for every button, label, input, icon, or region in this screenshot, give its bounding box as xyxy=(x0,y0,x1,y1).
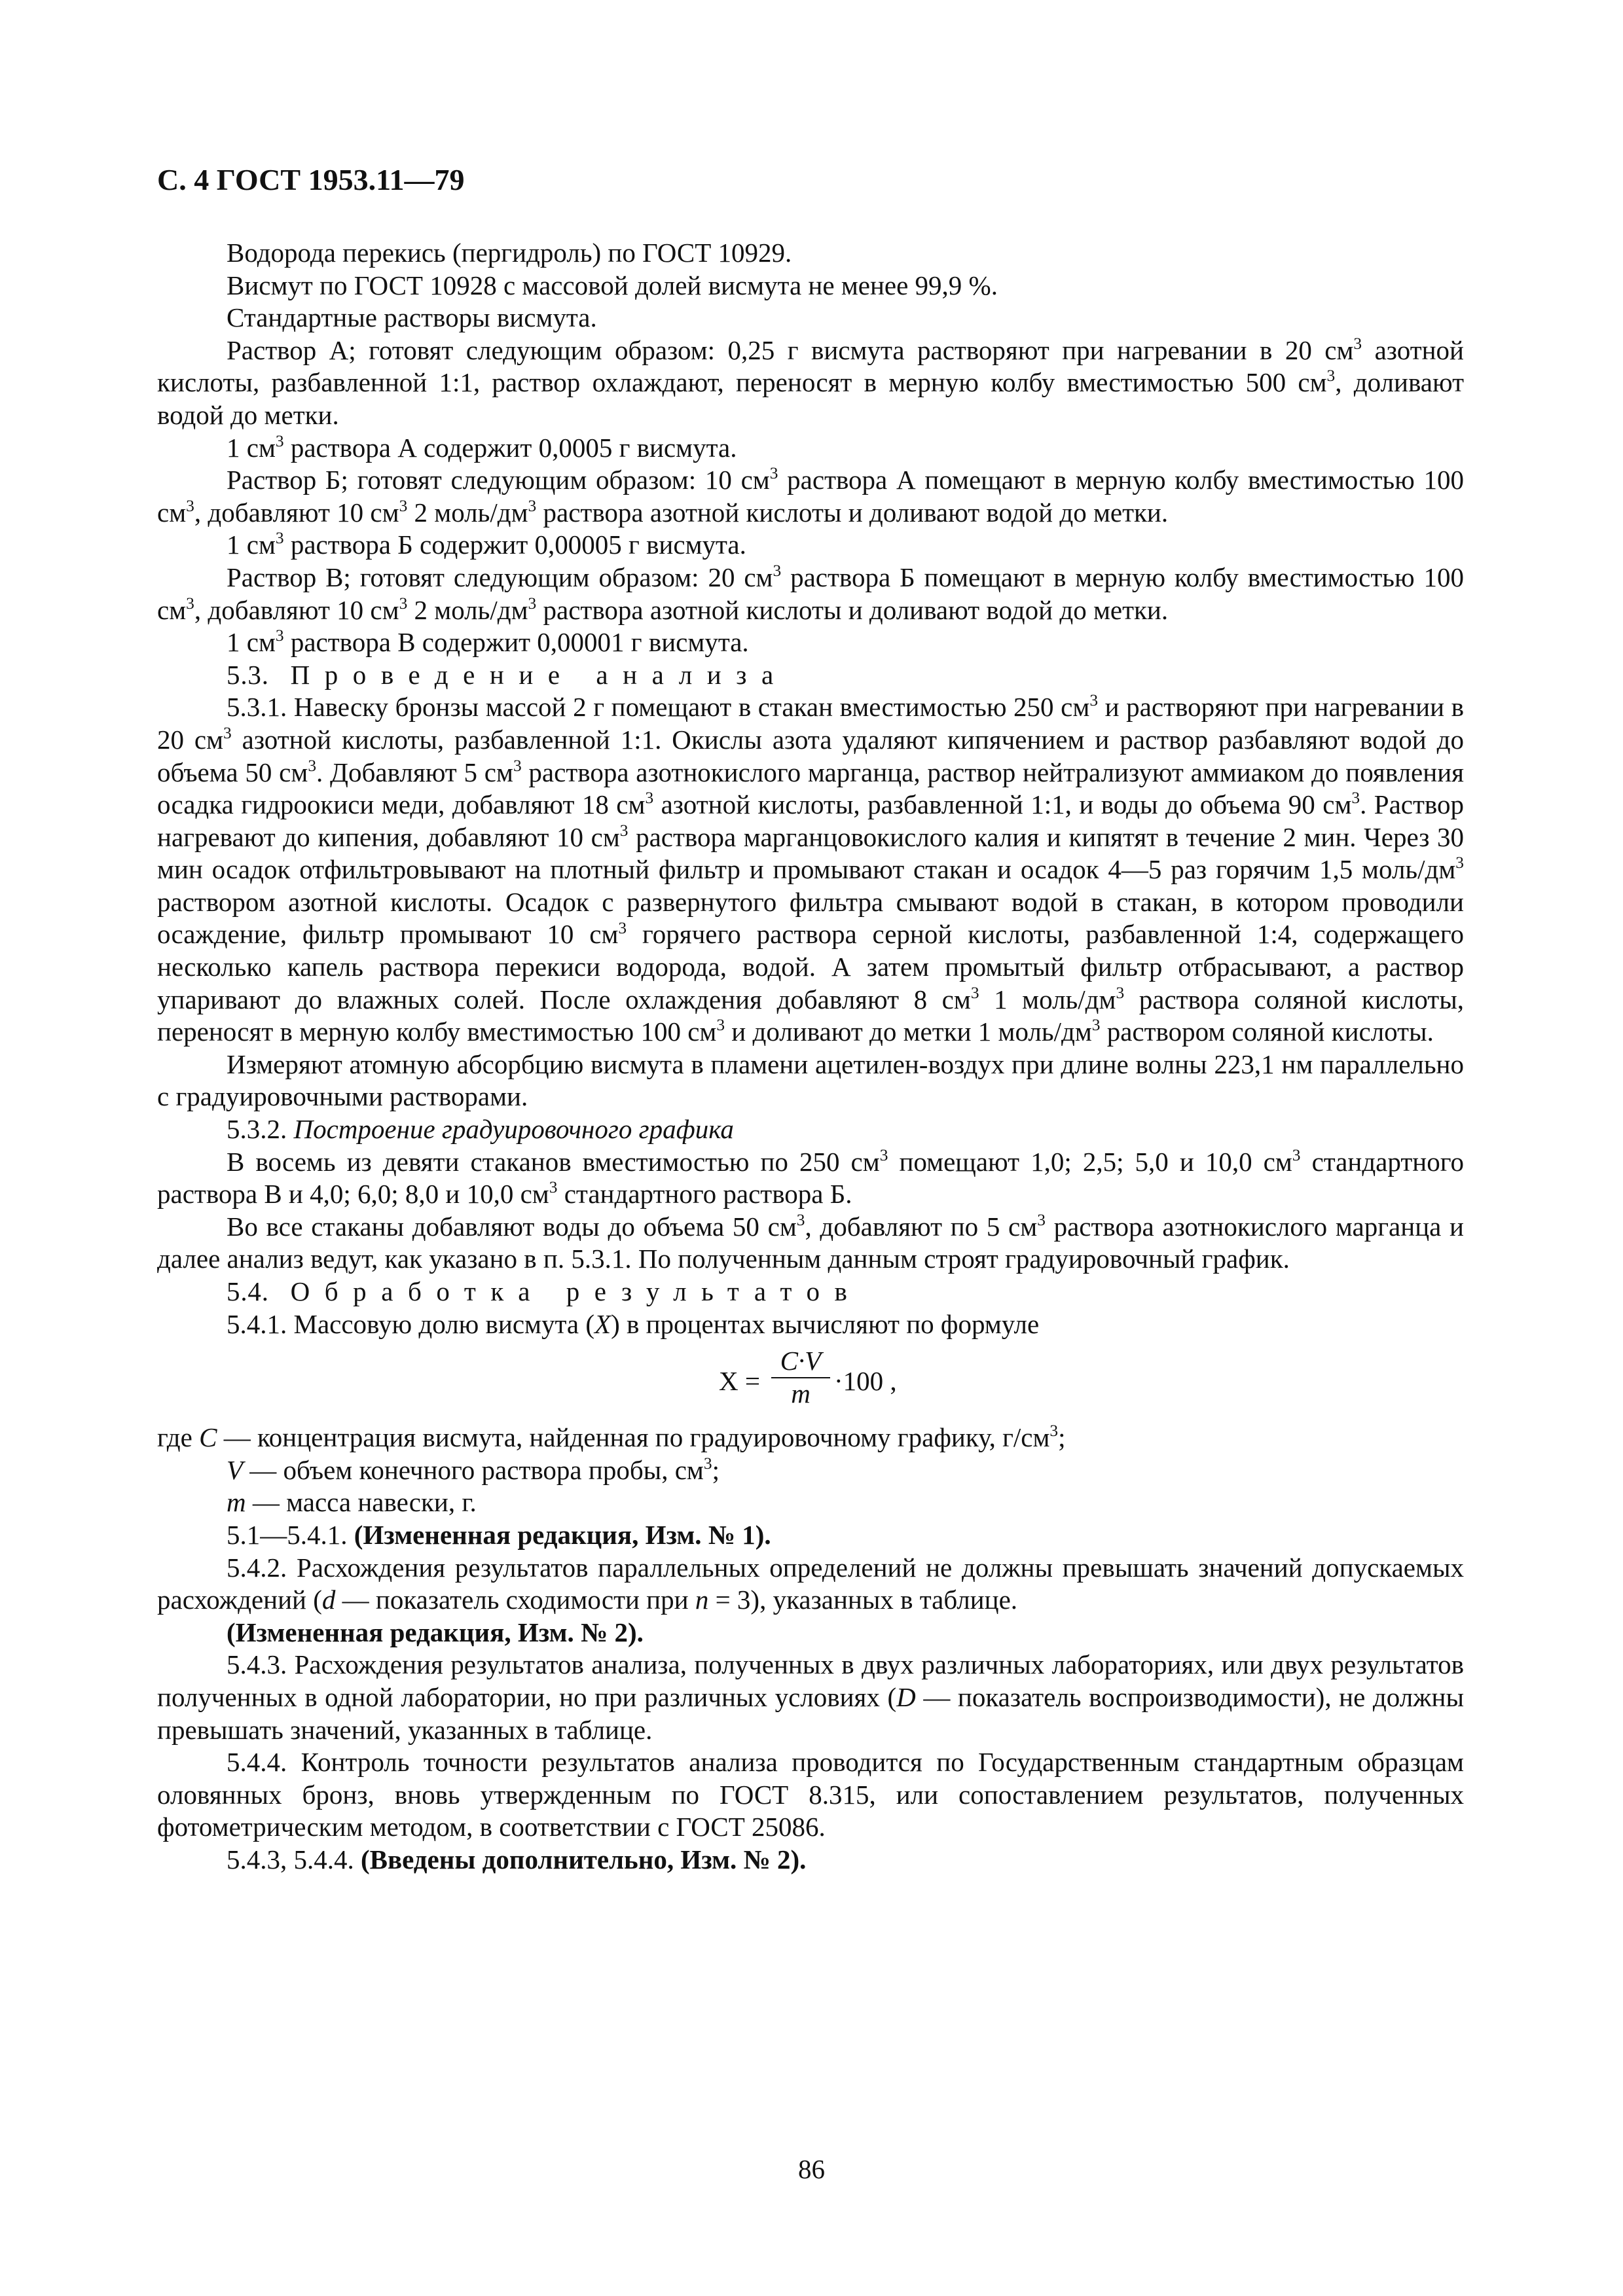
page-number: 86 xyxy=(798,2154,825,2184)
paragraph-5-3-1: 5.3.1. Навеску бронзы массой 2 г помещают в стакан вместимостью 250 $см^3$ и растворяют при нагревании в 20 $см^3$ азотной кислоты, разбавленной 1:1. Окислы азота удаляют кипячением и раствор разбавляют водой до объема 50 $см^3$. Добавляют 5 $см^3$ раствора азотнокислого марганца, раствор нейтрализуют аммиаком до появления осадка гидроокиси меди, добавляют 18 $см^3$ азотной кислоты, разбавленной 1:1, и воды до объема 90 $см^3$. Раствор нагревают до кипения, добавляют 10 $см^3$ раствора марганцовокислого калия и кипятят в течение 2 мин. Через 30 мин осадок отфильтровывают на плотный фильтр и промывают стакан и осадок 4—5 раз горячим 1,5 моль/$дм^3$ раствором азотной кислоты. Осадок с развернутого фильтра смывают водой в стакан, в котором проводили осаждение, фильтр промывают 10 $см^3$ горячего раствора серной кислоты, разбавленной 1:4, содержащего несколько капель раствора перекиси водорода, водой. А затем промытый фильтр отбрасывают, а раствор упаривают до влажных солей. После охлаждения добавляют 8 $см^3$ 1 моль/$дм^3$ раствора соляной кислоты, переносят в мерную колбу вместимостью 100 $см^3$ и доливают до метки 1 моль/$дм^3$ раствором соляной кислоты. xyxy=(157,691,1465,1047)
variable-definition: m — масса навески, г. xyxy=(227,1487,477,1518)
variable-definition: V — объем конечного раствора пробы, $см^3$; xyxy=(227,1454,720,1485)
section-heading-5-3: 5.3. Проведение анализа xyxy=(227,659,788,690)
paragraph: Стандартные растворы висмута. xyxy=(227,302,597,333)
paragraph: 1 $см^3$ раствора В содержит 0,00001 г висмута. xyxy=(227,626,749,658)
paragraph-5-4-2: 5.4.2. Расхождения результатов параллельных определений не должны превышать значений допускаемых расхождений (d — показатель сходимости при n = 3), указанных в таблице. xyxy=(157,1552,1464,1615)
paragraph-5-4-1: 5.4.1. Массовую долю висмута (X) в процентах вычисляют по формуле xyxy=(227,1308,1040,1339)
paragraph: Раствор В; готовят следующим образом: 20 $см^3$ раствора Б помещают в мерную колбу вместимостью 100 $см^3$, добавляют 10 $см^3$ 2 моль/$дм^3$ раствора азотной кислоты и доливают водой до метки. xyxy=(157,562,1464,625)
document-body xyxy=(157,237,1464,1876)
paragraph-5-4-4: 5.4.4. Контроль точности результатов анализа проводится по Государственным стандартным образцам оловянных бронз, вновь утвержденным по ГОСТ 8.315, или сопоставлением результатов, полученных фотометрическим методом, в соответствии с ГОСТ 25086. xyxy=(157,1747,1464,1842)
amendment-note: 5.4.3, 5.4.4. (Введены дополнительно, Изм. № 2). xyxy=(227,1844,807,1874)
section-heading-5-4: 5.4. Обработка результатов xyxy=(227,1276,862,1306)
variable-definition: где C — концентрация висмута, найденная по градуировочному графику, $г/см^3$; xyxy=(157,1422,1066,1453)
paragraph-5-4-3: 5.4.3. Расхождения результатов анализа, полученных в двух различных лабораториях, или двух результатов полученных в одной лаборатории, но при различных условиях (D — показатель воспроизводимости), не должны превышать значений, указанных в таблице. xyxy=(157,1649,1464,1745)
paragraph: Раствор А; готовят следующим образом: 0,25 г висмута растворяют при нагревании в 20 $см^3$ азотной кислоты, разбавленной 1:1, раствор охлаждают, переносят в мерную колбу вместимостью 500 $см^3$, доливают водой до метки. xyxy=(157,334,1464,430)
formula-rest: ·100 , xyxy=(834,1366,897,1397)
paragraph: Во все стаканы добавляют воды до объема 50 $см^3$, добавляют по 5 $см^3$ раствора азотнокислого марганца и далее анализ ведут, как указано в п. 5.3.1. По полученным данным строят градуировочный график. xyxy=(157,1210,1464,1274)
paragraph: Водорода перекись (пергидроль) по ГОСТ 10929. xyxy=(227,238,792,268)
formula xyxy=(157,1340,1464,1422)
formula-denominator: m xyxy=(791,1378,811,1409)
paragraph: Висмут по ГОСТ 10928 с массовой долей висмута не менее 99,9 %. xyxy=(227,270,998,300)
formula-numerator: C·V xyxy=(780,1346,822,1376)
page-header: С. 4 ГОСТ 1953.11—79 xyxy=(157,163,465,196)
amendment-note: (Измененная редакция, Изм. № 2). xyxy=(227,1617,644,1647)
amendment-note: 5.1—5.4.1. (Измененная редакция, Изм. № 1). xyxy=(227,1519,771,1550)
formula-lhs: X = xyxy=(719,1366,760,1397)
paragraph: Измеряют атомную абсорбцию висмута в пламени ацетилен-воздух при длине волны 223,1 нм параллельно с градуировочными растворами. xyxy=(157,1049,1464,1112)
paragraph: Раствор Б; готовят следующим образом: 10 $см^3$ раствора А помещают в мерную колбу вместимостью 100 $см^3$, добавляют 10 $см^3$ 2 моль/$дм^3$ раствора азотной кислоты и доливают водой до метки. xyxy=(157,464,1464,528)
formula-fraction xyxy=(771,1346,830,1408)
paragraph: 1 $см^3$ раствора А содержит 0,0005 г висмута. xyxy=(227,431,737,463)
paragraph: В восемь из девяти стаканов вместимостью по 250 $см^3$ помещают 1,0; 2,5; 5,0 и 10,0 $см^3$ стандартного раствора В и 4,0; 6,0; 8,0 и 10,0 $см^3$ стандартного раствора Б. xyxy=(157,1145,1464,1210)
paragraph: 1 $см^3$ раствора Б содержит 0,00005 г висмута. xyxy=(227,529,746,560)
section-heading-5-3-2: 5.3.2. Построение градуировочного графика xyxy=(227,1114,734,1145)
